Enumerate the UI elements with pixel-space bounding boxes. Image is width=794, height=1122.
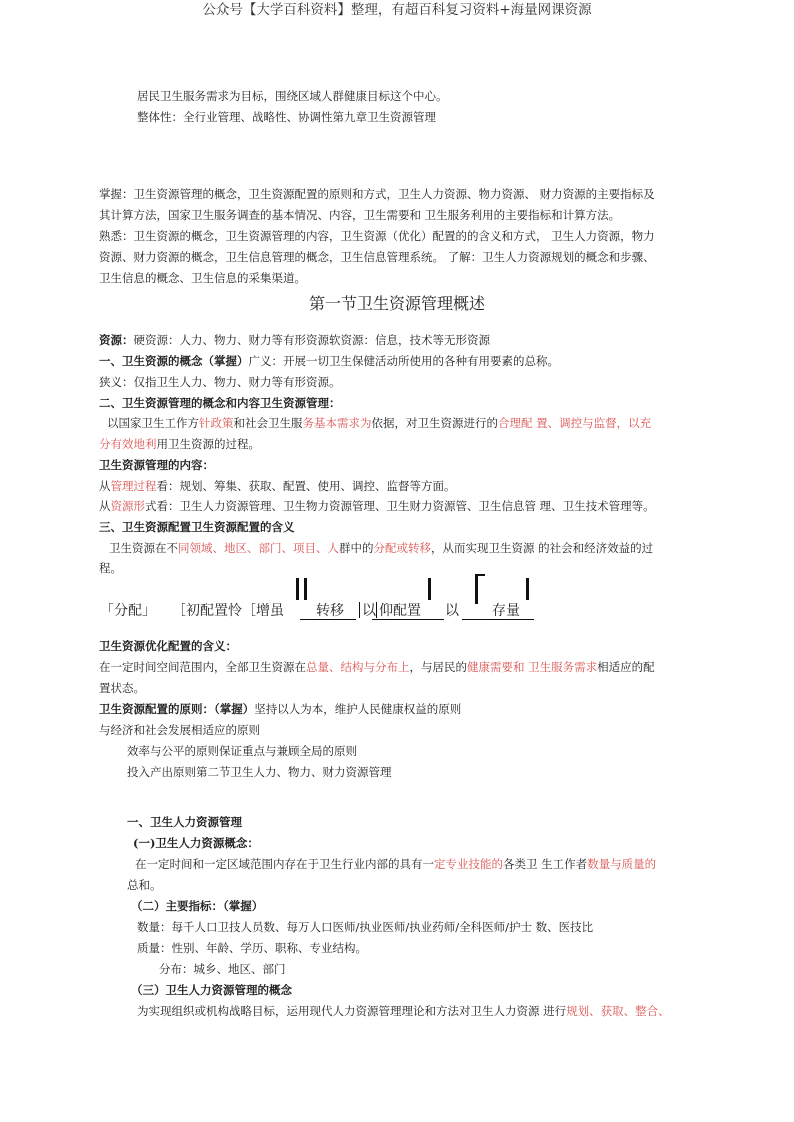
diagram-underline: [300, 619, 356, 620]
hr-quality: 质量：性别、年龄、学历、职称、专业结构。: [137, 941, 367, 955]
objectives-line-2: 其计算方法，国家卫生服务调查的基本情况、内容，卫生需要和 卫生服务利用的主要指标和计算方法。: [99, 208, 621, 222]
resource-label: 资源：: [99, 333, 134, 347]
text: 群中的: [339, 541, 374, 555]
diagram-underline: [372, 619, 444, 620]
human-resources-heading: 一、卫生人力资源管理: [127, 815, 242, 829]
highlight: 同领域、地区、部门、项目、人: [178, 541, 339, 555]
resource-text: 硬资源：人力、物力、财力等有形资源软资源：信息，技术等无形资源: [133, 333, 490, 347]
text: 看：规划、筹集、获取、配置、使用、调控、监督等方面。: [156, 479, 456, 493]
concept-label: 一、卫生资源的概念（掌握）: [99, 354, 249, 368]
highlight: 务基本需求为: [302, 416, 372, 430]
hr-management-text: [137, 1003, 670, 1019]
objectives-line-1: 掌握：卫生资源管理的概念，卫生资源配置的原则和方式，卫生人力资源、物力资源、 财力资源的主要指标及: [99, 187, 655, 201]
diagram-initial-allocation: ［初配置怜［增虽: [172, 603, 284, 619]
text: 为实现组织或机构战略目标，运用现代人力资源管理理论和方法对卫生人力资源 进行: [137, 1004, 567, 1018]
concept-text: 广义：开展一切卫生保健活动所使用的各种有用要素的总称。: [248, 354, 559, 368]
diagram-bar: [304, 578, 307, 600]
diagram-stock: 存量: [492, 603, 520, 619]
hr-definition-1: [135, 856, 656, 872]
management-content-heading: 卫生资源管理的内容：: [99, 458, 214, 472]
principles-label: 卫生资源配置的原则：（掌握）: [99, 702, 255, 716]
diagram-bar: [526, 578, 529, 600]
text: 卫生资源在不: [109, 541, 178, 555]
concept-heading: [99, 353, 559, 369]
text: 相适应的配: [597, 660, 655, 674]
allocation-heading: 三、卫生资源配置卫生资源配置的含义: [99, 520, 295, 534]
management-paragraph-1: [107, 415, 651, 431]
hr-concept-heading: (一)卫生人力资源概念：: [133, 836, 259, 850]
hr-definition-2: 总和。: [127, 878, 162, 892]
objectives-line-3: 熟悉：卫生资源的概念，卫生资源管理的内容，卫生资源（优化）配置的的含义和方式， 卫生人力资源，物力: [99, 229, 655, 243]
allocation-paragraph-1: [109, 540, 653, 556]
highlight: 数量与质量的: [587, 857, 657, 871]
highlight: 分有效地利: [99, 437, 157, 451]
optimization-paragraph-1: [99, 659, 655, 675]
diagram-divider: [359, 602, 360, 618]
diagram-underline: [462, 619, 534, 620]
management-heading: 二、卫生资源管理的概念和内容卫生资源管理：: [99, 396, 341, 410]
highlight: 定专业技能的: [434, 857, 503, 871]
optimization-heading: 卫生资源优化配置的含义：: [99, 639, 237, 653]
optimization-paragraph-2: 置状态。: [99, 681, 145, 695]
diagram-bar: [296, 578, 299, 600]
text: ，从而实现卫生资源 的社会和经济效益的过: [431, 541, 654, 555]
page-header: 公众号【大学百科资料】整理，有超百科复习资料+海量网课资源: [202, 2, 592, 18]
management-paragraph-2: [99, 436, 260, 452]
principles-text: 坚持以人为本，维护人民健康权益的原则: [254, 702, 462, 716]
section-1-title: 第一节卫生资源管理概述: [308, 294, 485, 313]
text: 在一定时间空间范围内，全部卫生资源在: [99, 660, 306, 674]
resource-form-line: [99, 498, 655, 514]
diagram-divider: [376, 602, 377, 618]
diagram-allocation-label: 「分配」: [100, 603, 156, 619]
text: 从: [99, 479, 111, 493]
highlight: 针政策: [199, 416, 234, 430]
text: 依据，对卫生资源进行的: [371, 416, 498, 430]
diagram-reallocation: 仰配置: [379, 603, 421, 619]
intro-line-1: 居民卫生服务需求为目标，围绕区域人群健康目标这个中心。: [137, 89, 448, 103]
highlight: 资源形: [110, 499, 145, 513]
narrow-definition: 狭义：仅指卫生人力、物力、财力等有形资源。: [99, 375, 341, 389]
objectives-line-4: 资源、财力资源的概念，卫生信息管理的概念，卫生信息管理系统。 了解：卫生人力资源规划的概念和步骤、: [99, 250, 655, 264]
diagram-transfer: 转移: [316, 603, 344, 619]
resource-definition: [99, 332, 490, 348]
text: 和社会卫生服: [233, 416, 303, 430]
principles-line: [99, 701, 461, 717]
diagram-bracket: [475, 574, 478, 604]
principle-4: 投入产出原则第二节卫生人力、物力、财力资源管理: [127, 765, 392, 779]
principle-2: 与经济和社会发展相适应的原则: [99, 723, 260, 737]
text: 从: [99, 499, 111, 513]
highlight: 管理过程: [110, 479, 157, 493]
diagram-by-1: 以: [362, 603, 376, 619]
diagram-by-2: 以: [445, 603, 459, 619]
highlight: 总量、结构与分布上: [306, 660, 410, 674]
highlight: 合理配 置、调控与监督，以充: [498, 416, 652, 430]
hr-distribution: 分布：城乡、地区、部门: [159, 962, 286, 976]
text: ，与居民的: [409, 660, 467, 674]
principle-3: 效率与公平的原则保证重点与兼顾全局的原则: [127, 744, 357, 758]
allocation-paragraph-2: 程。: [99, 561, 122, 575]
text: 以国家卫生工作方: [107, 416, 199, 430]
text: 用卫生资源的过程。: [156, 437, 260, 451]
hr-management-heading: （三）卫生人力资源管理的概念: [131, 983, 292, 997]
hr-indicators-heading: （二）主要指标：（掌握）: [131, 899, 264, 913]
management-process-line: [99, 478, 456, 494]
text: 在一定时间和一定区域范围内存在于卫生行业内部的具有一: [135, 857, 434, 871]
diagram-bracket: [475, 574, 485, 576]
highlight: 健康需要和 卫生服务需求: [467, 660, 598, 674]
allocation-diagram: [100, 572, 660, 624]
highlight: 规划、获取、整合、: [566, 1004, 670, 1018]
diagram-bar: [428, 578, 431, 600]
text: 各类卫 生工作者: [503, 857, 588, 871]
text: 式看：卫生人力资源管理、卫生物力资源管理、卫生财力资源管、卫生信息管 理、卫生技术管理等。: [145, 499, 655, 513]
hr-quantity: 数量：每千人口卫技人员数、每万人口医师/执业医师/执业药师/全科医师/护士 数、医技比: [137, 920, 594, 934]
highlight: 分配或转移: [373, 541, 431, 555]
intro-line-2: 整体性：全行业管理、战略性、协调性第九章卫生资源管理: [137, 110, 436, 124]
objectives-line-5: 卫生信息的概念、卫生信息的采集渠道。: [99, 271, 306, 285]
